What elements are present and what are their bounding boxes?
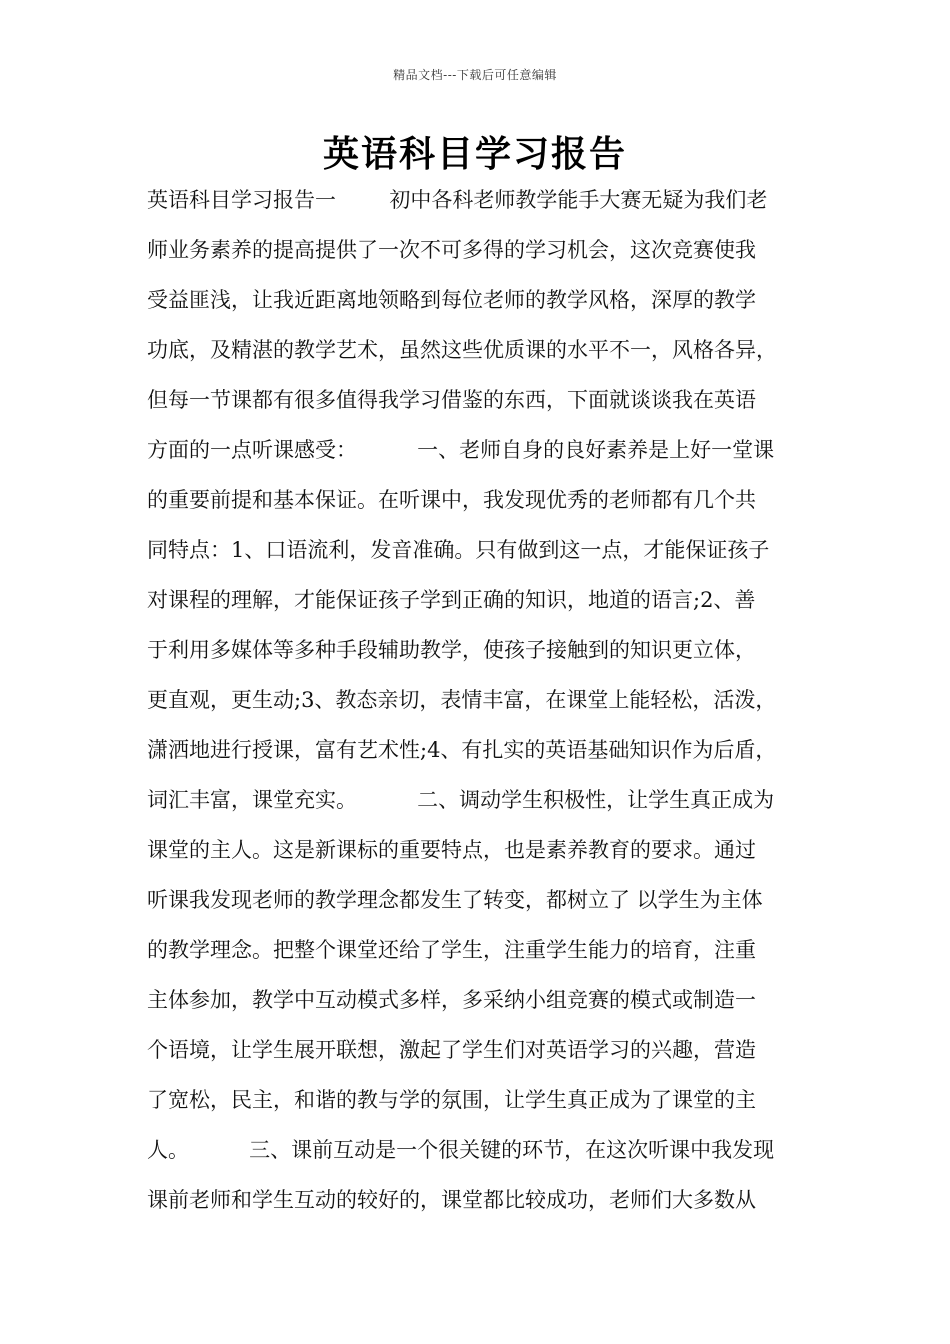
body-text	[147, 180, 819, 1230]
body-line: 功底，及精湛的教学艺术，虽然这些优质课的水平不一，风格各异，	[147, 338, 777, 362]
body-line: 受益匪浅，让我近距离地领略到每位老师的教学风格，深厚的教学	[147, 288, 756, 312]
document-title: 英语科目学习报告	[322, 133, 627, 175]
body-line: 了宽松，民主，和谐的教与学的氛围，让学生真正成为了课堂的主	[147, 1088, 756, 1112]
body-line: 人。 三、课前互动是一个很关键的环节，在这次听课中我发现	[147, 1138, 775, 1162]
body-line: 更直观，更生动;3、教态亲切，表情丰富，在课堂上能轻松，活泼，	[147, 688, 777, 712]
body-line: 潇洒地进行授课，富有艺术性;4、有扎实的英语基础知识作为后盾，	[147, 738, 777, 762]
header-note: 精品文档---下载后可任意编辑	[393, 68, 557, 82]
body-line: 的重要前提和基本保证。在听课中，我发现优秀的老师都有几个共	[147, 488, 756, 512]
body-line: 词汇丰富，课堂充实。 二、调动学生积极性，让学生真正成为	[147, 788, 775, 812]
body-line: 对课程的理解，才能保证孩子学到正确的知识，地道的语言;2、善	[147, 588, 756, 612]
body-line: 于利用多媒体等多种手段辅助教学，使孩子接触到的知识更立体，	[147, 638, 756, 662]
body-line: 英语科目学习报告一 初中各科老师教学能手大赛无疑为我们老	[147, 188, 768, 212]
body-line: 师业务素养的提高提供了一次不可多得的学习机会，这次竞赛使我	[147, 238, 756, 262]
body-line: 同特点：1、口语流利，发音准确。只有做到这一点，才能保证孩子	[147, 538, 770, 562]
body-line: 听课我发现老师的教学理念都发生了转变，都树立了 以学生为主体	[147, 888, 763, 912]
body-line: 的教学理念。把整个课堂还给了学生，注重学生能力的培育，注重	[147, 938, 756, 962]
body-line: 课前老师和学生互动的较好的，课堂都比较成功，老师们大多数从	[147, 1188, 756, 1212]
body-line: 方面的一点听课感受： 一、老师自身的良好素养是上好一堂课	[147, 438, 775, 462]
body-line: 主体参加，教学中互动模式多样，多采纳小组竞赛的模式或制造一	[147, 988, 756, 1012]
body-line: 个语境，让学生展开联想，激起了学生们对英语学习的兴趣，营造	[147, 1038, 756, 1062]
body-line: 但每一节课都有很多值得我学习借鉴的东西，下面就谈谈我在英语	[147, 388, 756, 412]
body-line: 课堂的主人。这是新课标的重要特点，也是素养教育的要求。通过	[147, 838, 756, 862]
